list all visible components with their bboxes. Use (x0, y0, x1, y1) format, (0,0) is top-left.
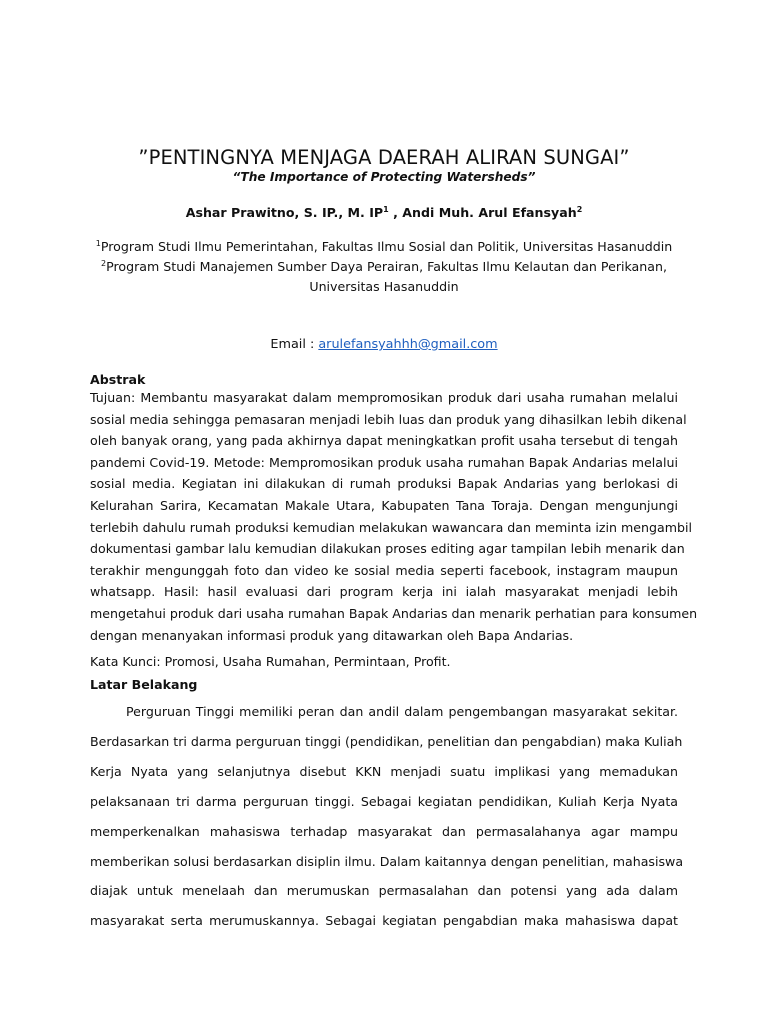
abstract-line: oleh banyak orang, yang pada akhirnya dapat meningkatkan profit usaha tersebut di tengah (90, 433, 678, 449)
abstract-line: pandemi Covid-19. Metode: Mempromosikan produk usaha rumahan Bapak Andarias melalui (90, 454, 678, 470)
abstract-line: terlebih dahulu rumah produksi kemudian melakukan wawancara dan meminta izin mengambil (90, 519, 692, 535)
body-line: memperkenalkan mahasiswa terhadap masyarakat dan permasalahanya agar mampu (90, 823, 678, 839)
author-2-affiliation-mark: 2 (576, 204, 583, 214)
affiliation-2-continued: Universitas Hasanuddin (309, 279, 459, 294)
email-label: Email : (270, 337, 319, 352)
abstract-line: whatsapp. Hasil: hasil evaluasi dari program kerja ini ialah masyarakat menjadi lebih (90, 584, 678, 600)
affiliation-1 (0, 239, 768, 254)
body-line: diajak untuk menelaah dan merumuskan permasalahan dan potensi yang ada dalam (90, 883, 678, 899)
email-line (0, 337, 768, 352)
body-line: masyarakat serta merumuskannya. Sebagai kegiatan pengabdian maka mahasiswa dapat (90, 913, 678, 929)
email-link[interactable]: arulefansyahhh@gmail.com (318, 337, 498, 352)
abstract-heading: Abstrak (90, 372, 146, 387)
author-1: Ashar Prawitno, S. IP., M. IP (185, 205, 384, 220)
abstract-line: dokumentasi gambar lalu kemudian dilakukan proses editing agar tampilan lebih menarik dan (90, 541, 685, 557)
abstract-line: Kelurahan Sarira, Kecamatan Makale Utara, Kabupaten Tana Toraja. Dengan mengunjungi (90, 497, 678, 513)
author-2: Andi Muh. Arul Efansyah (402, 205, 577, 220)
author-1-affiliation-mark: 1 (383, 204, 389, 214)
body-line: pelaksanaan tri darma perguruan tinggi. Sebagai kegiatan pendidikan, Kuliah Kerja Nyata (90, 793, 678, 809)
paper-title: ”PENTINGNYA MENJAGA DAERAH ALIRAN SUNGAI” (138, 146, 630, 169)
abstract-line: dengan menanyakan informasi produk yang ditawarkan oleh Bapa Andarias. (90, 627, 574, 643)
body-line: memberikan solusi berdasarkan disiplin ilmu. Dalam kaitannya dengan penelitian, mahasiswa (90, 853, 684, 869)
body-line: Kerja Nyata yang selanjutnya disebut KKN menjadi suatu implikasi yang memadukan (90, 763, 678, 779)
abstract-line: terakhir mengunggah foto dan video ke sosial media seperti facebook, instagram maupun (90, 562, 678, 578)
abstract-line: mengetahui produk dari usaha rumahan Bapak Andarias dan menarik perhatian para konsumen (90, 605, 698, 621)
body-line: Perguruan Tinggi memiliki peran dan andil dalam pengembangan masyarakat sekitar. (126, 704, 678, 719)
paper-subtitle: “The Importance of Protecting Watersheds” (232, 170, 536, 184)
affiliation-1-mark: 1 (95, 238, 101, 248)
affiliation-2-text: Program Studi Manajemen Sumber Daya Perairan, Fakultas Ilmu Kelautan dan Perikanan, (106, 259, 667, 274)
body-line: Berdasarkan tri darma perguruan tinggi (pendidikan, penelitian dan pengabdian) maka Kuliah (90, 733, 683, 749)
affiliation-1-text: Program Studi Ilmu Pemerintahan, Fakultas Ilmu Sosial dan Politik, Universitas Hasanuddin (100, 239, 673, 254)
abstract-line: sosial media sehingga pemasaran menjadi lebih luas dan produk yang dihasilkan lebih dikenal (90, 411, 687, 427)
affiliation-2 (0, 259, 768, 274)
author-line (0, 205, 768, 220)
abstract-body (90, 387, 698, 646)
affiliation-2-mark: 2 (101, 258, 107, 268)
background-heading: Latar Belakang (90, 677, 198, 692)
keywords: Kata Kunci: Promosi, Usaha Rumahan, Permintaan, Profit. (90, 654, 451, 669)
background-body (90, 697, 684, 936)
abstract-line: sosial media. Kegiatan ini dilakukan di rumah produksi Bapak Andarias yang berlokasi di (90, 476, 678, 492)
author-separator: , (388, 205, 403, 220)
abstract-line: Tujuan: Membantu masyarakat dalam mempromosikan produk dari usaha rumahan melalui (90, 390, 678, 405)
